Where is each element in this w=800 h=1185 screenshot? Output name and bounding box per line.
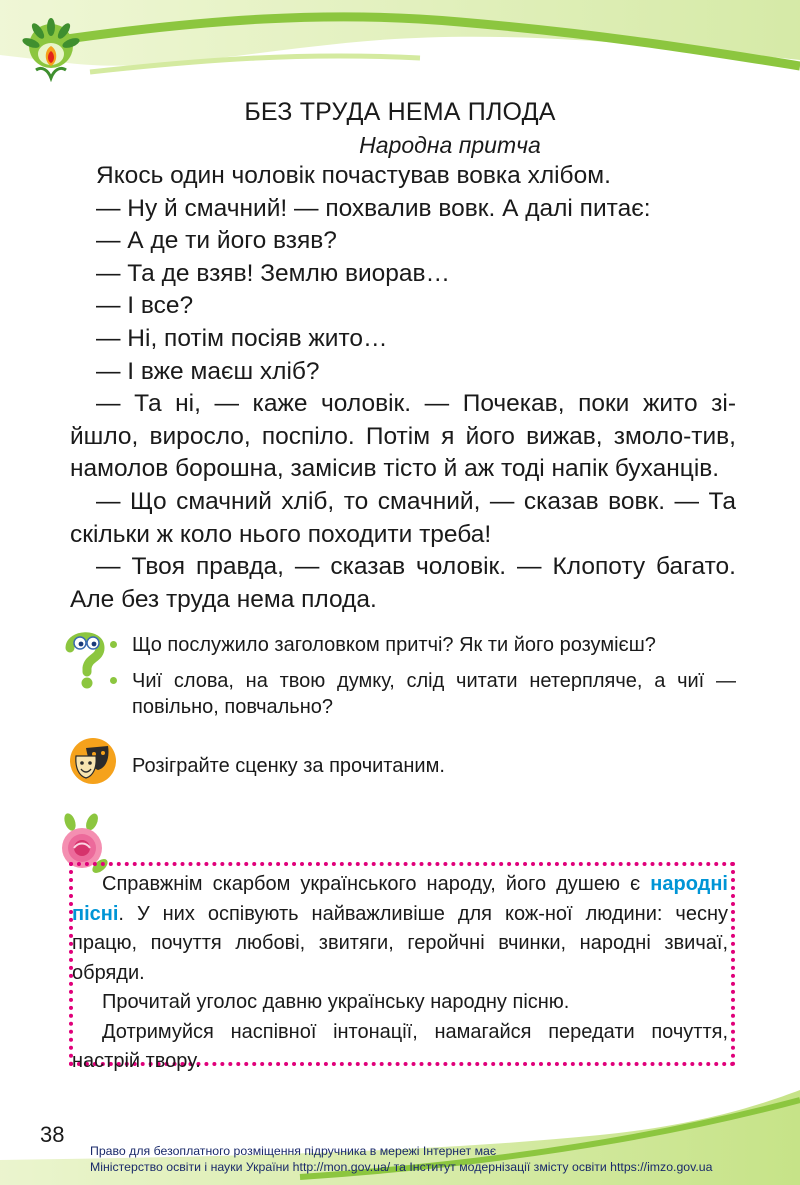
story-subtitle: Народна притча (359, 132, 541, 158)
story-paragraph: — І все? (96, 292, 194, 320)
question-list (132, 632, 736, 730)
info-paragraph: Дотримуйся наспівної інтонації, намагайся передати почуття, настрій твору. (72, 1020, 728, 1072)
question-mark-icon (60, 628, 110, 690)
question-text: Чиї слова, на твою думку, слід читати нетерпляче, а чиї — повільно, повчально? (132, 670, 736, 718)
story-paragraph: — Та ні, — каже чоловік. — Почекав, поки жито зі-йшло, виросло, поспіло. Потім я його вижав, змоло-тив, намолов борошна, замісив тісто й аж тоді напік буханців. (70, 390, 736, 483)
story-paragraph: — Ні, потім посіяв жито… (96, 324, 388, 352)
story-title: БЕЗ ТРУДА НЕМА ПЛОДА (244, 98, 556, 126)
copyright-line: Міністерство освіти і науки України http://mon.gov.ua/ та Інститут модернізації змісту освіти https://imzo.gov.ua (90, 1160, 713, 1174)
task-text: Розіграйте сценку за прочитаним. (132, 755, 445, 777)
theater-masks-icon (66, 736, 120, 786)
story-paragraph: — Що смачний хліб, то смачний, — сказав вовк. — Та скільки ж коло нього походити треба! (70, 487, 736, 548)
info-box (72, 870, 728, 1077)
story-paragraph: Якось один чоловік почастував вовка хлібом. (96, 162, 611, 189)
story-text (70, 160, 736, 616)
page-number: 38 (40, 1122, 65, 1147)
story-paragraph: — Ну й смачний! — похвалив вовк. А далі питає: (96, 194, 651, 222)
ornament-flower-icon (22, 18, 80, 82)
info-text-before: Справжнім скарбом українського народу, його душею є (102, 873, 651, 895)
highlight-term: народні пісні (72, 873, 728, 925)
copyright-line: Право для безоплатного розміщення підручника в мережі Інтернет має (90, 1144, 497, 1158)
story-paragraph: — Твоя правда, — сказав чоловік. — Клопоту багато. Але без труда нема плода. (70, 553, 736, 613)
story-paragraph: — І вже маєш хліб? (96, 357, 320, 385)
story-paragraph: — Та де взяв! Землю виорав… (96, 259, 451, 287)
question-text: Що послужило заголовком притчі? Як ти його розумієш? (132, 634, 656, 656)
story-paragraph: — А де ти його взяв? (96, 227, 337, 255)
info-paragraph: Прочитай уголос давню українську народну пісню. (102, 991, 570, 1013)
copyright-notice (90, 1143, 730, 1175)
question-item (132, 668, 736, 720)
info-paragraph (72, 870, 728, 988)
info-text-after: . У них оспівують найважливіше для кож-ної людини: чесну працю, почуття любові, звитяги, геройчні вчинки, народні звичаї, обряди. (72, 902, 728, 984)
top-wave-decoration (0, 0, 800, 110)
question-item (132, 632, 736, 658)
